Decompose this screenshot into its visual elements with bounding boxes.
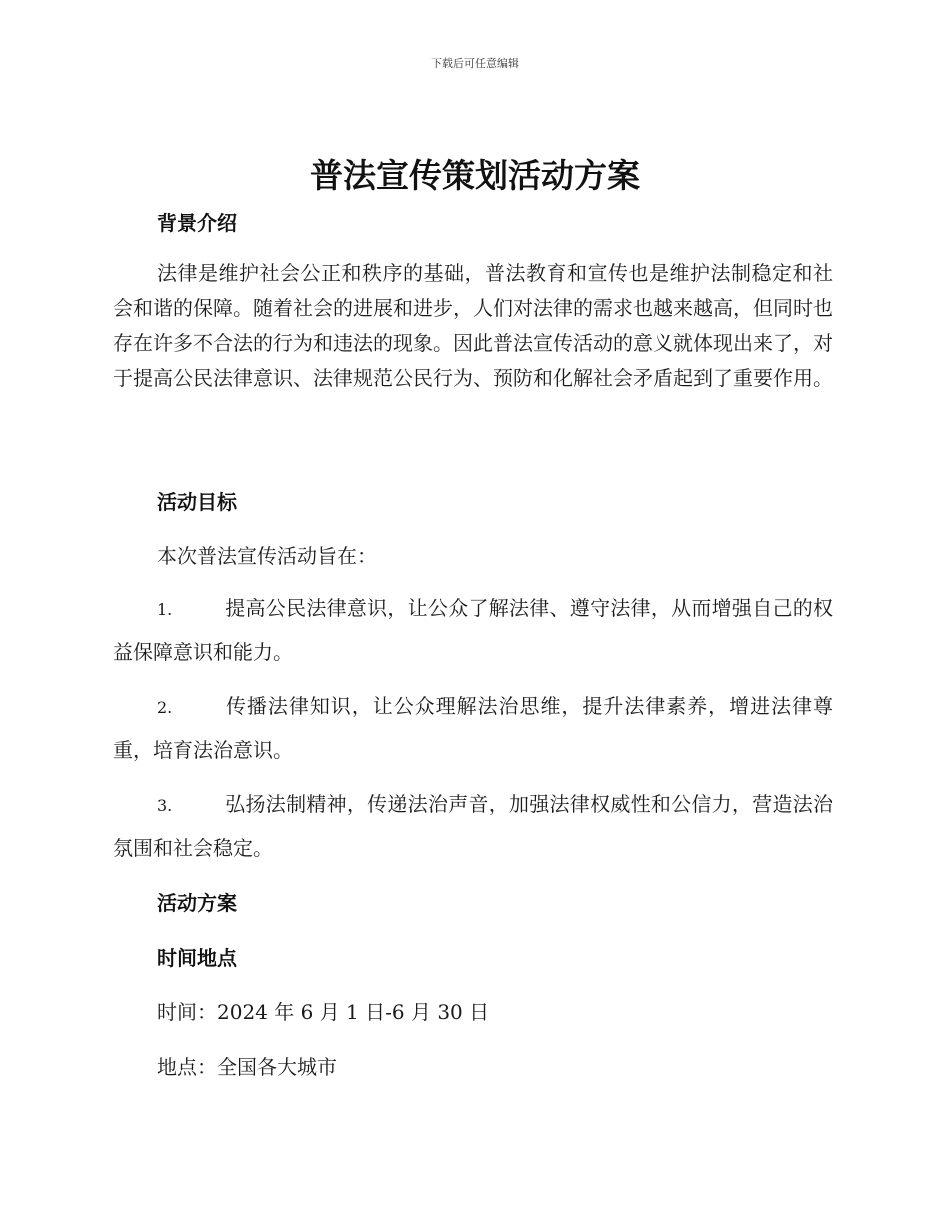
header-note: 下载后可任意编辑	[431, 57, 519, 70]
heading-time-place: 时间地点	[157, 946, 237, 970]
place-line: 地点：全国各大城市	[157, 1055, 337, 1079]
heading-plan: 活动方案	[157, 891, 237, 915]
list-item-text: 提高公民法律意识，让公众了解法律、遵守法律，从而增强自己的权益保障意识和能力。	[113, 596, 833, 664]
goals-intro: 本次普法宣传活动旨在：	[157, 544, 377, 568]
document-title: 普法宣传策划活动方案	[310, 156, 640, 195]
paragraph-background: 法律是维护社会公正和秩序的基础，普法教育和宣传也是维护法制稳定和社会和谐的保障。随着社会的进展和进步，人们对法律的需求也越来越高，但同时也存在许多不合法的行为和违法的现象。因此普法宣传活动的意义就体现出来了，对于提高公民法律意识、法律规范公民行为、预防和化解社会矛盾起到了重要作用。	[113, 261, 833, 390]
time-line: 时间：2024 年 6 月 1 日-6 月 30 日	[157, 1000, 490, 1024]
heading-goals: 活动目标	[157, 490, 237, 514]
list-item-goal-1	[113, 587, 833, 673]
heading-background: 背景介绍	[157, 211, 237, 235]
list-item-number: 1.	[157, 600, 173, 619]
list-item-goal-2	[113, 685, 833, 771]
list-item-number: 2.	[157, 698, 173, 717]
list-item-number: 3.	[157, 796, 173, 815]
list-item-text: 弘扬法制精神，传递法治声音，加强法律权威性和公信力，营造法治氛围和社会稳定。	[113, 792, 833, 860]
list-item-text: 传播法律知识，让公众理解法治思维，提升法律素养，增进法律尊重，培育法治意识。	[113, 694, 833, 762]
list-item-goal-3	[113, 783, 833, 869]
